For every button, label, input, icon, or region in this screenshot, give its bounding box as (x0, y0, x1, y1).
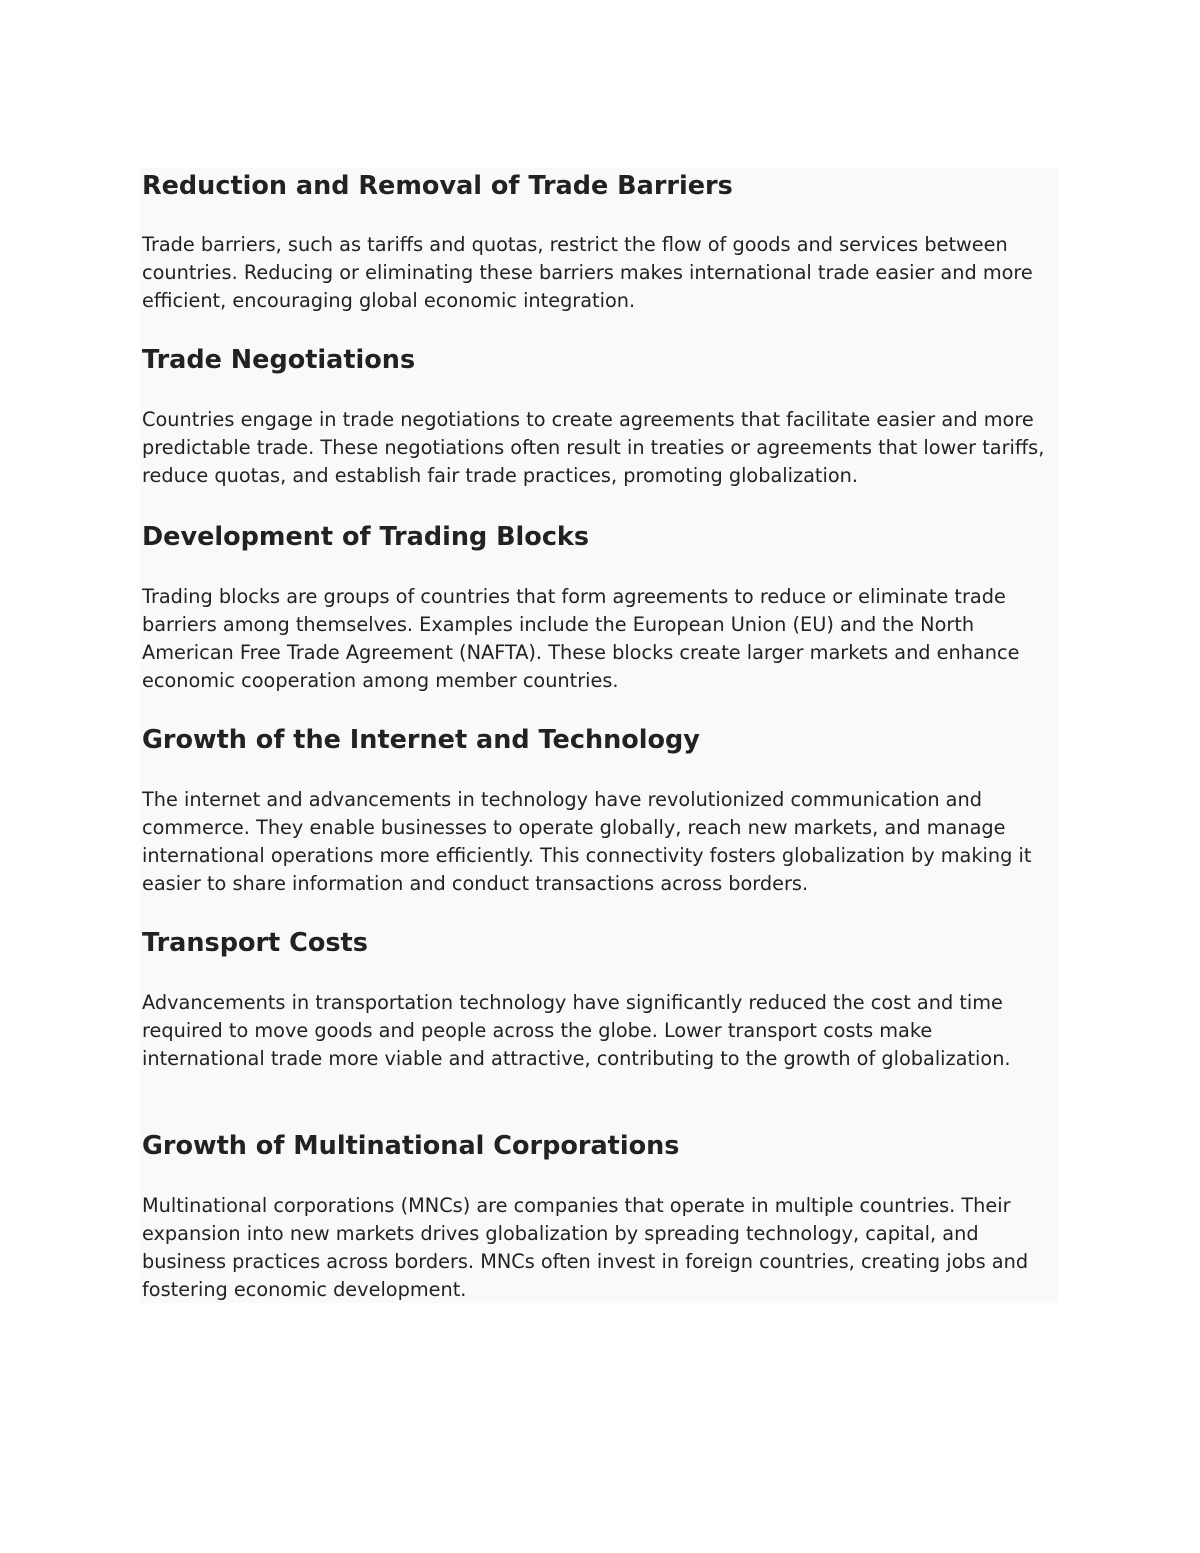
section-heading: Growth of Multinational Corporations (142, 1131, 680, 1161)
section-paragraph: Trading blocks are groups of countries that form agreements to reduce or eliminate trade barriers among themselves. Examples include the European Union (EU) and the North American Free Trade Agreement (NAFTA). These blocks create larger markets and enhance economic cooperation among member countries. (142, 585, 1020, 692)
section-paragraph: Advancements in transportation technology have significantly reduced the cost and time required to move goods and people across the globe. Lower transport costs make international trade more viable and attractive, contributing to the growth of globalization. (142, 991, 1011, 1070)
document-content (140, 168, 1059, 1303)
section-heading: Growth of the Internet and Technology (142, 725, 700, 755)
section-paragraph: Countries engage in trade negotiations to create agreements that facilitate easier and more predictable trade. These negotiations often result in treaties or agreements that lower tariffs, reduce quotas, and establish fair trade practices, promoting globalization. (142, 408, 1045, 487)
section-paragraph: Trade barriers, such as tariffs and quotas, restrict the flow of goods and services between countries. Reducing or eliminating these barriers makes international trade easier and more efficient, encouraging global economic integration. (142, 233, 1033, 312)
section-paragraph: The internet and advancements in technology have revolutionized communication and commerce. They enable businesses to operate globally, reach new markets, and manage international operations more efficiently. This connectivity fosters globalization by making it easier to share information and conduct transactions across borders. (142, 788, 1032, 895)
section-paragraph: Multinational corporations (MNCs) are companies that operate in multiple countries. Their expansion into new markets drives globalization by spreading technology, capital, and business practices across borders. MNCs often invest in foreign countries, creating jobs and fostering economic development. (142, 1194, 1029, 1301)
section-heading: Trade Negotiations (142, 345, 416, 375)
section-heading: Development of Trading Blocks (142, 522, 590, 552)
section-heading: Reduction and Removal of Trade Barriers (142, 171, 733, 201)
section-heading: Transport Costs (142, 928, 368, 958)
